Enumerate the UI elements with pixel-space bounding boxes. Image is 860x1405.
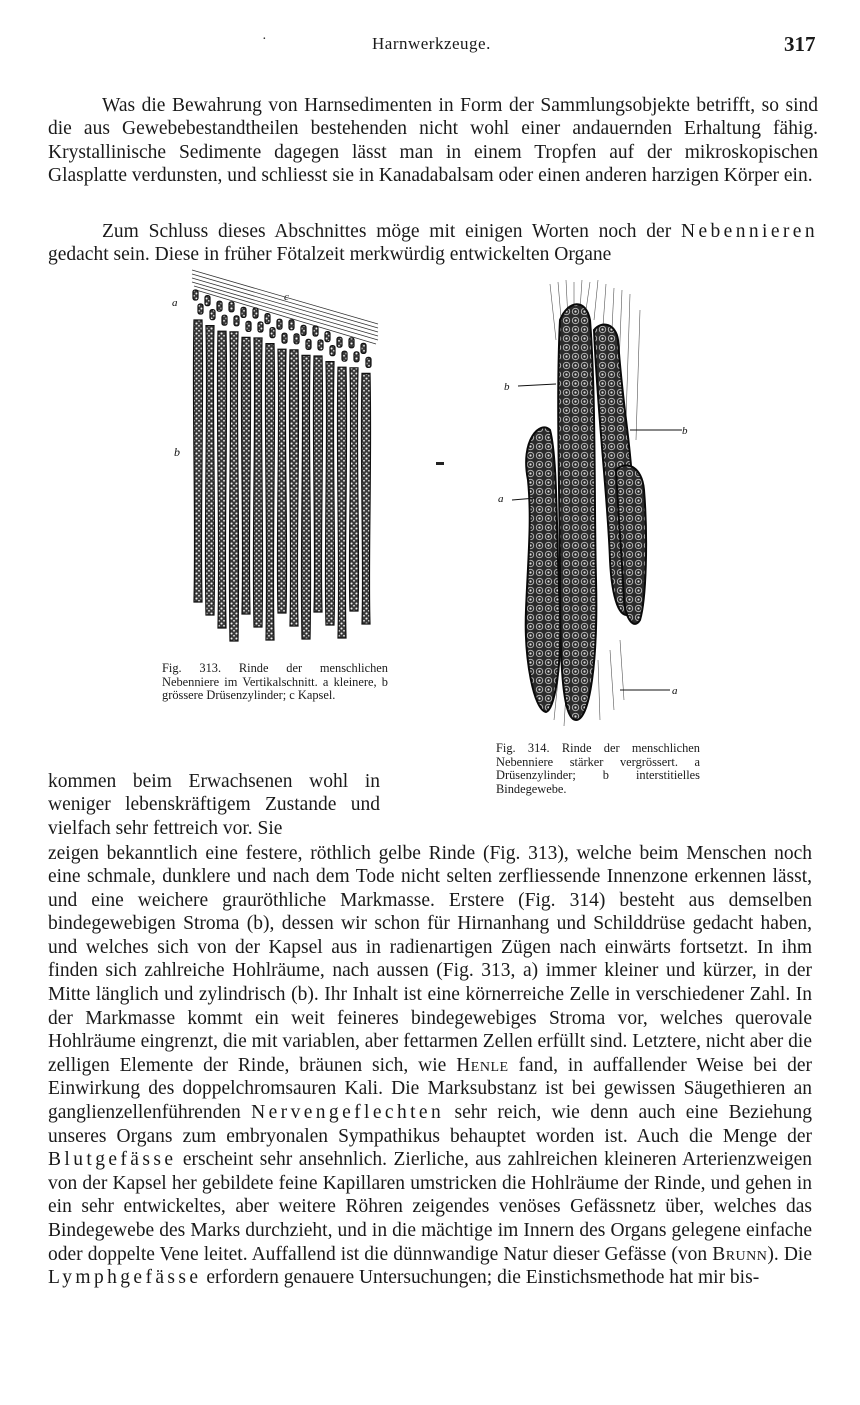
small-gland-cylinder [301,325,306,335]
figure-314-caption: Fig. 314. Rinde der menschlichen Nebenniere stärker vergrössert. a Drüsenzylinder; b interstitielles Bindegewebe. [496,741,700,796]
small-gland-cylinder [210,310,215,320]
fig313-label-a: a [172,297,178,309]
text-run: ). Die [767,1243,812,1265]
fig313-label-c: c [284,291,289,303]
fig314-label-a-left: a [498,493,504,505]
small-gland-cylinder [229,302,234,312]
paragraph-sediments: Was die Bewahrung von Harnsedimenten in Form der Sammlungsobjekte betrifft, so sind die aus Gewebebestandtheilen bestehenden nicht wohl einer andauernden Erhaltung fähig. Krystallinische Sedimente dagegen lässt man in einem Tropfen auf der mikroskopischen Glasplatte verdunsten, und schliesst sie in Kanadabalsam oder einen anderen harzigen Körper ein. [48,94,818,187]
small-gland-cylinder [198,304,203,314]
gland-column [313,356,322,612]
small-gland-cylinder [277,319,282,329]
text-run: zeigen bekanntlich eine festere, röthlich gelbe Rinde (Fig. 313), welche beim Menschen noch eine schmale, dunklere und nach dem Tode nicht selten zerfliessende Innenzone erkennen lässt, und eine weichere grauröthliche Markmasse. Erstere (Fig. 314) besteht aus demselben bindegewebigen Stroma (b), dessen wir schon für Hirnanhang und Schilddrüse gedacht haben, und welches sich von der Kapsel aus in radienartigen Zügen nach einwärts fortsetzt. In ihm finden sich zahlreiche Hohlräume, nach aussen (Fig. 313, a) immer kleiner und kürzer, in der Mitte länglich und zylindrisch (b). Ihr Inhalt ist eine körnerreiche Zelle in verschiedener Zahl. In der Markmasse kommt ein weit feineres bindegewebiges Stroma vor, welches querovale Hohlräume eingrenzt, die mit variablen, aber fettarmen Zellen erfüllt sind. Letztere, nicht aber die zelligen Elemente der Rinde, bräunen sich, wie [48,842,812,1076]
spaced-term-lymph: Lymphgefässe [48,1267,202,1289]
small-gland-cylinder [282,333,287,343]
small-gland-cylinder [270,328,275,338]
text-run: erscheint sehr ansehnlich. Zierliche, aus zahlreichen kleineren Arterienzweigen von der Kapsel her gebildete feine Kapillaren umstricken die Hohlräume der Rinde, und gehen in ein sehr entwickeltes, aber weitere Röhren zeigendes venöses Gefässnetz über, welches das Bindegewebe des Marks durchzieht, und in die mächtige im Innern des Organs gelegene einfache oder doppelte Vene leitet. Auffallend ist die dünnwandige Natur dieser Gefässe (von [48,1149,812,1265]
page-number: 317 [784,32,816,56]
small-gland-cylinder [222,315,227,325]
gland-column [205,326,214,615]
small-gland-cylinder [349,338,354,348]
gland-column [253,338,262,627]
gland-column [349,368,358,611]
small-gland-cylinder [366,357,371,367]
gland-column [229,332,238,641]
gland-column [337,367,346,638]
separator-mark [436,462,444,465]
paragraph-rinde-description [48,842,812,1290]
fig314-label-a-right: a [672,685,678,697]
gland-column [325,362,334,625]
running-title: Harnwerkzeuge. [372,34,491,53]
small-gland-cylinder [258,322,263,332]
figure-313-caption: Fig. 313. Rinde der menschlichen Nebenniere im Vertikalschnitt. a kleinere, b grössere Drüsenzylinder; c Kapsel. [162,661,388,703]
gland-column [265,344,274,640]
fig313-label-b: b [174,445,180,459]
gland-column [301,355,310,639]
gland-column [217,331,226,628]
small-gland-cylinder [217,301,222,311]
small-gland-cylinder [306,339,311,349]
small-gland-cylinder [253,308,258,318]
paragraph-continuation: kommen beim Erwachsenen wohl in weniger lebenskräftigem Zustande und vielfach sehr fettreich vor. Sie [48,770,380,839]
small-gland-cylinder [289,320,294,330]
gland-column [277,349,286,613]
author-brunn: Brunn [712,1243,768,1265]
gland-column [361,373,370,624]
fig314-label-b-left: b [504,381,510,393]
figure-313-illustration [170,262,386,652]
small-gland-cylinder [234,316,239,326]
small-gland-cylinder [318,340,323,350]
text-run: sehr reich, wie denn auch eine Beziehung unseres Organs zum embryonalen Sympathikus behauptet worden ist. Auch die Menge der [48,1102,812,1147]
small-gland-cylinder [354,352,359,362]
gland-column [193,320,202,602]
text-run: fand, in auffallender Weise bei der Einwirkung des doppelchromsauren Kali. Die Marksubstanz ist bei gewissen Säugethieren an ganglienzellenführenden [48,1054,812,1124]
spaced-term-nerven: Nervengeflechten [251,1102,445,1124]
small-gland-cylinder [361,343,366,353]
spaced-term-blut: Blutgefässe [48,1149,177,1171]
small-gland-cylinder [342,351,347,361]
small-gland-cylinder [294,334,299,344]
small-gland-cylinder [325,332,330,342]
small-gland-cylinder [205,296,210,306]
small-gland-cylinder [330,346,335,356]
text-run: erfordern genauere Untersuchungen; die Einstichsmethode hat mir bis- [201,1267,760,1289]
gland-column [289,350,298,626]
author-henle: Henle [456,1054,509,1076]
small-gland-cylinder [265,314,270,324]
figure-314-illustration [490,280,700,730]
small-gland-cylinder [337,337,342,347]
header-mark: · [262,32,267,47]
fig314-label-b-right: b [682,425,688,437]
gland-column [241,337,250,614]
text-run: Zum Schluss dieses Abschnittes möge mit einigen Worten noch der [102,220,681,242]
small-gland-cylinder [241,307,246,317]
paragraph-nebennieren-intro [48,220,818,267]
small-gland-cylinder [313,326,318,336]
page-header [0,34,860,58]
text-run: gedacht sein. Diese in früher Fötalzeit merkwürdig entwickelten Organe [48,244,612,266]
small-gland-cylinder [193,290,198,300]
spaced-term: Nebennieren [680,220,818,242]
small-gland-cylinder [246,321,251,331]
